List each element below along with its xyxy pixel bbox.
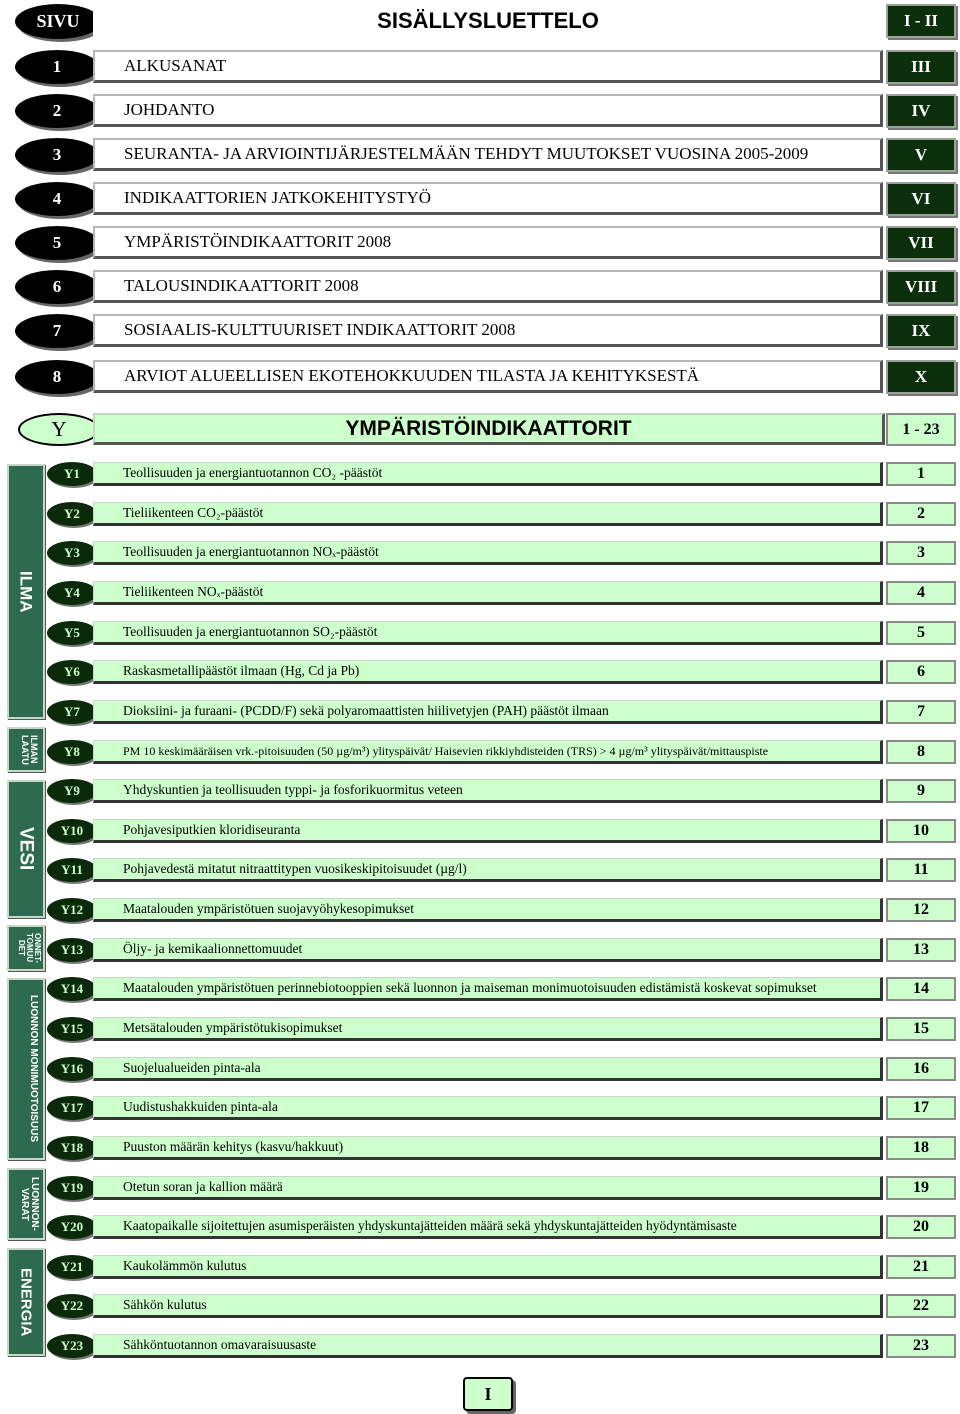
section-number: 1: [15, 50, 99, 84]
indicator-code: Y21: [47, 1255, 97, 1279]
section-title[interactable]: ARVIOT ALUEELLISEN EKOTEHOKKUUDEN TILASTA JA KEHITYKSESTÄ: [93, 360, 883, 393]
indicator-title[interactable]: Teollisuuden ja energiantuotannon NOₓ-päästöt: [93, 541, 883, 565]
section-number: 3: [15, 138, 99, 172]
indicator-title[interactable]: Metsätalouden ympäristötukisopimukset: [93, 1017, 883, 1041]
section-title[interactable]: JOHDANTO: [93, 94, 883, 127]
indicator-code: Y7: [47, 700, 97, 724]
indicator-title[interactable]: Kaatopaikalle sijoitettujen asumisperäisten yhdyskuntajätteiden määrä sekä yhdyskuntajätteiden hyödyntämisaste: [93, 1215, 883, 1239]
category-label: LUONNON MONIMUOTOISUUS: [28, 995, 39, 1143]
category-vesi: [7, 780, 45, 918]
category-energia: [7, 1248, 45, 1356]
section-page[interactable]: VII: [886, 226, 956, 260]
section-page[interactable]: VI: [886, 182, 956, 216]
y-section-page[interactable]: 1 - 23: [886, 413, 956, 446]
category-label: ILMA: [16, 570, 36, 613]
section-page[interactable]: III: [886, 50, 956, 84]
section-title[interactable]: ALKUSANAT: [93, 50, 883, 83]
section-page[interactable]: IX: [886, 314, 956, 348]
indicator-page[interactable]: 4: [886, 581, 956, 605]
indicator-code: Y19: [47, 1176, 97, 1200]
indicator-code: Y9: [47, 779, 97, 803]
indicator-code: Y5: [47, 621, 97, 645]
indicator-code: Y14: [47, 977, 97, 1001]
category-label: LUONNON- VARAT: [19, 1177, 40, 1231]
indicator-title[interactable]: Öljy- ja kemikaalionnettomuudet: [93, 938, 883, 962]
indicator-code: Y1: [47, 462, 97, 486]
indicator-title[interactable]: Tieliikenteen CO₂-päästöt: [93, 502, 883, 526]
indicator-title[interactable]: Maatalouden ympäristötuen suojavyöhykesopimukset: [93, 898, 883, 922]
category-label: VESI: [15, 827, 37, 871]
indicator-page[interactable]: 6: [886, 660, 956, 684]
indicator-code: Y23: [47, 1334, 97, 1358]
category-onnettomuudet: [7, 925, 45, 971]
section-title[interactable]: SOSIAALIS-KULTTUURISET INDIKAATTORIT 2008: [93, 314, 883, 347]
section-number: 4: [15, 182, 99, 216]
indicator-title[interactable]: Tieliikenteen NOₓ-päästöt: [93, 581, 883, 605]
indicator-title[interactable]: Teollisuuden ja energiantuotannon CO₂ -päästöt: [93, 462, 883, 486]
indicator-title[interactable]: Sähköntuotannon omavaraisuusaste: [93, 1334, 883, 1358]
indicator-code: Y10: [47, 819, 97, 843]
indicator-title[interactable]: PM 10 keskimääräisen vrk.-pitoisuuden (50 µg/m³) ylityspäivät/ Haisevien rikkiyhdisteiden (TRS) > 4 µg/m³ ylityspäivät/mittauspiste: [93, 740, 883, 764]
indicator-code: Y3: [47, 541, 97, 565]
indicator-code: Y13: [47, 938, 97, 962]
indicator-code: Y8: [47, 740, 97, 764]
indicator-page[interactable]: 9: [886, 779, 956, 803]
indicator-title[interactable]: Yhdyskuntien ja teollisuuden typpi- ja fosforikuormitus veteen: [93, 779, 883, 803]
indicator-page[interactable]: 19: [886, 1176, 956, 1200]
indicator-code: Y16: [47, 1057, 97, 1081]
indicator-title[interactable]: Pohjavesiputkien kloridiseuranta: [93, 819, 883, 843]
category-ilmanlaatu: [7, 727, 45, 772]
section-title[interactable]: INDIKAATTORIEN JATKOKEHITYSTYÖ: [93, 182, 883, 215]
indicator-page[interactable]: 8: [886, 740, 956, 764]
indicator-page[interactable]: 21: [886, 1255, 956, 1279]
indicator-page[interactable]: 20: [886, 1215, 956, 1239]
indicator-page[interactable]: 1: [886, 462, 956, 486]
indicator-page[interactable]: 5: [886, 621, 956, 645]
indicator-title[interactable]: Maatalouden ympäristötuen perinnebiotooppien sekä luonnon ja maiseman monimuotoisuuden edistämistä koskevat sopimukset: [93, 977, 883, 1001]
category-label: ENERGIA: [17, 1267, 35, 1337]
y-section-label: Y: [18, 413, 100, 446]
indicator-code: Y18: [47, 1136, 97, 1160]
indicator-code: Y12: [47, 898, 97, 922]
section-title[interactable]: YMPÄRISTÖINDIKAATTORIT 2008: [93, 226, 883, 259]
indicator-page[interactable]: 3: [886, 541, 956, 565]
section-page[interactable]: VIII: [886, 270, 956, 304]
section-number: 8: [15, 360, 99, 394]
category-ilma: [7, 464, 45, 719]
category-label: ILMAN LAATU: [20, 734, 39, 765]
indicator-page[interactable]: 11: [886, 858, 956, 882]
section-page[interactable]: V: [886, 138, 956, 172]
indicator-title[interactable]: Suojelualueiden pinta-ala: [93, 1057, 883, 1081]
indicator-code: Y2: [47, 502, 97, 526]
y-section-title[interactable]: YMPÄRISTÖINDIKAATTORIT: [93, 413, 885, 445]
section-title[interactable]: SEURANTA- JA ARVIOINTIJÄRJESTELMÄÄN TEHDYT MUUTOKSET VUOSINA 2005-2009: [93, 138, 883, 171]
category-luonnonvarat: [7, 1168, 45, 1240]
category-label: ONNET- TOMUU DET: [17, 932, 42, 964]
page-title: SISÄLLYSLUETTELO: [93, 4, 883, 38]
indicator-code: Y11: [47, 858, 97, 882]
indicator-title[interactable]: Uudistushakkuiden pinta-ala: [93, 1096, 883, 1120]
section-number: 6: [15, 270, 99, 304]
indicator-title[interactable]: Teollisuuden ja energiantuotannon SO₂-päästöt: [93, 621, 883, 645]
category-luonnon-monimuotoisuus: [7, 978, 45, 1160]
header-page[interactable]: I - II: [886, 4, 956, 38]
indicator-page[interactable]: 2: [886, 502, 956, 526]
indicator-page[interactable]: 16: [886, 1057, 956, 1081]
indicator-page[interactable]: 7: [886, 700, 956, 724]
indicator-code: Y20: [47, 1215, 97, 1239]
indicator-code: Y22: [47, 1294, 97, 1318]
indicator-page[interactable]: 12: [886, 898, 956, 922]
section-title[interactable]: TALOUSINDIKAATTORIT 2008: [93, 270, 883, 303]
indicator-page[interactable]: 10: [886, 819, 956, 843]
indicator-page[interactable]: 14: [886, 977, 956, 1001]
indicator-page[interactable]: 13: [886, 938, 956, 962]
section-number: 2: [15, 94, 99, 128]
indicator-code: Y4: [47, 581, 97, 605]
indicator-page[interactable]: 15: [886, 1017, 956, 1041]
indicator-code: Y17: [47, 1096, 97, 1120]
indicator-title[interactable]: Puuston määrän kehitys (kasvu/hakkuut): [93, 1136, 883, 1160]
indicator-title[interactable]: Pohjavedestä mitatut nitraattitypen vuosikeskipitoisuudet (µg/l): [93, 858, 883, 882]
indicator-page[interactable]: 18: [886, 1136, 956, 1160]
section-page[interactable]: X: [886, 360, 956, 394]
indicator-title[interactable]: Dioksiini- ja furaani- (PCDD/F) sekä polyaromaattisten hiilivetyjen (PAH) päästöt ilmaan: [93, 700, 883, 724]
indicator-page[interactable]: 17: [886, 1096, 956, 1120]
section-number: 7: [15, 314, 99, 348]
indicator-page[interactable]: 22: [886, 1294, 956, 1318]
indicator-page[interactable]: 23: [886, 1334, 956, 1358]
sivu-label: SIVU: [15, 4, 101, 39]
indicator-code: Y6: [47, 660, 97, 684]
indicator-title[interactable]: Otetun soran ja kallion määrä: [93, 1176, 883, 1200]
section-page[interactable]: IV: [886, 94, 956, 128]
indicator-title[interactable]: Sähkön kulutus: [93, 1294, 883, 1318]
indicator-title[interactable]: Kaukolämmön kulutus: [93, 1255, 883, 1279]
section-number: 5: [15, 226, 99, 260]
footer-page-number: I: [463, 1377, 513, 1411]
indicator-code: Y15: [47, 1017, 97, 1041]
indicator-title[interactable]: Raskasmetallipäästöt ilmaan (Hg, Cd ja Pb): [93, 660, 883, 684]
